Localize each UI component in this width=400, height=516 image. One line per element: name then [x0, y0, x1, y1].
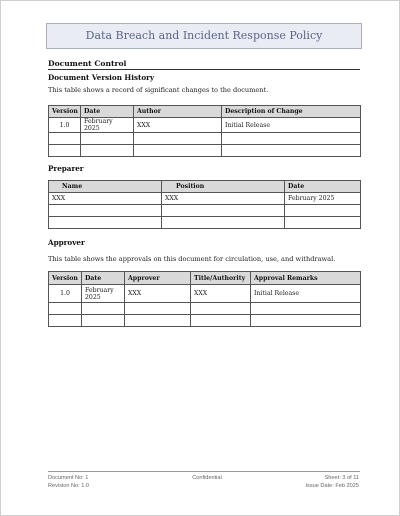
- table-cell: [251, 303, 361, 315]
- table-row: [49, 133, 361, 145]
- table-row: [49, 315, 361, 327]
- title-banner: [46, 23, 362, 49]
- column-header: Date: [285, 181, 361, 193]
- column-header: Title/Authority: [191, 272, 251, 285]
- table-row: [49, 205, 361, 217]
- table-cell: [191, 303, 251, 315]
- table-cell: [49, 145, 81, 157]
- table-row: [49, 217, 361, 229]
- table-cell: XXX: [191, 285, 251, 303]
- table-cell: [82, 303, 125, 315]
- version-history-description: This table shows a record of significant changes to the document.: [48, 86, 269, 94]
- table-cell: XXX: [134, 118, 222, 133]
- column-header: Position: [162, 181, 285, 193]
- footer-classification: Confidential: [192, 475, 222, 481]
- table-cell: Initial Release: [251, 285, 361, 303]
- table-cell: [251, 315, 361, 327]
- footer-issue-date: Issue Date: Feb 2025: [305, 483, 359, 489]
- section-divider: [48, 69, 360, 70]
- column-header: Description of Change: [222, 106, 361, 118]
- table-cell: [191, 315, 251, 327]
- table-row: [49, 118, 361, 133]
- table-cell: [49, 133, 81, 145]
- column-header: Date: [81, 106, 134, 118]
- table-row: [49, 285, 361, 303]
- version-history-heading: Document Version History: [48, 73, 155, 82]
- table-cell: [49, 217, 162, 229]
- table-cell: [222, 145, 361, 157]
- column-header: Approver: [125, 272, 191, 285]
- table-cell: [162, 205, 285, 217]
- table-cell: XXX: [125, 285, 191, 303]
- table-cell: February 2025: [82, 285, 125, 303]
- table-cell: 1.0: [49, 118, 81, 133]
- table-cell: [134, 145, 222, 157]
- document-control-heading: Document Control: [48, 59, 127, 68]
- column-header: Date: [82, 272, 125, 285]
- table-header-row: [49, 181, 361, 193]
- table-cell: [125, 315, 191, 327]
- document-title: Data Breach and Incident Response Policy: [85, 29, 323, 42]
- table-cell: [134, 133, 222, 145]
- table-cell: Initial Release: [222, 118, 361, 133]
- table-cell: February 2025: [81, 118, 134, 133]
- table-cell: February 2025: [285, 193, 361, 205]
- table-cell: [81, 145, 134, 157]
- table-cell: XXX: [49, 193, 162, 205]
- table-row: [49, 145, 361, 157]
- column-header: Version: [49, 106, 81, 118]
- preparer-heading: Preparer: [48, 164, 84, 173]
- table-cell: 1.0: [49, 285, 82, 303]
- table-header-row: [49, 272, 361, 285]
- approver-description: This table shows the approvals on this document for circulation, use, and withdrawal.: [48, 255, 336, 263]
- column-header: Author: [134, 106, 222, 118]
- table-cell: [285, 217, 361, 229]
- column-header: Approval Remarks: [251, 272, 361, 285]
- table-row: [49, 303, 361, 315]
- table-cell: [125, 303, 191, 315]
- footer-sheet-number: Sheet: 3 of 11: [324, 475, 359, 481]
- table-row: [49, 193, 361, 205]
- version-history-table: [48, 105, 361, 157]
- approver-table: [48, 271, 361, 327]
- table-cell: [49, 303, 82, 315]
- footer-divider: [48, 471, 360, 472]
- table-cell: [81, 133, 134, 145]
- table-header-row: [49, 106, 361, 118]
- table-cell: [162, 217, 285, 229]
- column-header: Version: [49, 272, 82, 285]
- footer-document-number: Document No: 1: [48, 475, 89, 481]
- approver-heading: Approver: [48, 238, 85, 247]
- table-cell: [49, 205, 162, 217]
- preparer-table: [48, 180, 361, 229]
- table-cell: XXX: [162, 193, 285, 205]
- column-header: Name: [49, 181, 162, 193]
- table-cell: [285, 205, 361, 217]
- table-cell: [222, 133, 361, 145]
- footer-revision-number: Revision No: 1.0: [48, 483, 90, 489]
- table-cell: [82, 315, 125, 327]
- table-cell: [49, 315, 82, 327]
